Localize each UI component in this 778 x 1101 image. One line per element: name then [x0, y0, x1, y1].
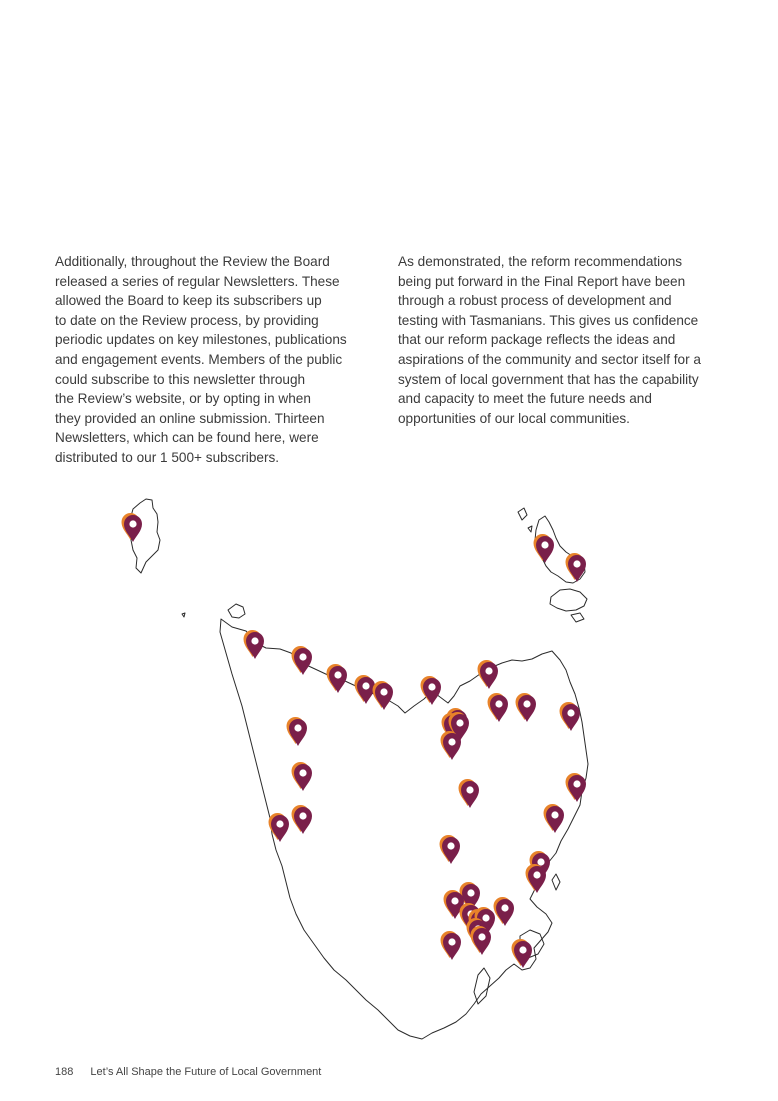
map-pin-icon	[526, 864, 547, 893]
map-pin-icon	[560, 702, 581, 731]
page-number: 188	[55, 1066, 74, 1078]
northwest-island-outline	[228, 604, 245, 618]
tasmania-engagement-map	[0, 470, 778, 1060]
right-text-column	[398, 252, 728, 428]
left-text-line: the Review’s website, or by opting in when	[55, 391, 311, 407]
map-pin-icon	[292, 762, 313, 791]
left-text-line: Additionally, throughout the Review the Board	[55, 254, 330, 269]
right-text-line: system of local government that has the capability	[398, 371, 699, 387]
map-pin-icon	[534, 534, 555, 563]
right-text-line: aspirations of the community and sector itself for a	[398, 351, 701, 367]
map-pin-icon	[373, 681, 394, 710]
small-island	[182, 613, 185, 617]
map-pin-icon	[478, 660, 499, 689]
map-pin-icon	[441, 931, 462, 960]
map-pin-icon	[292, 805, 313, 834]
map-pin-icon	[566, 773, 587, 802]
right-text-line: As demonstrated, the reform recommendations	[398, 254, 683, 269]
page-footer	[55, 1066, 321, 1078]
map-pin-icon	[471, 926, 492, 955]
left-text-line: periodic updates on key milestones, publications	[55, 332, 347, 348]
cape-barren-island-outline	[550, 589, 587, 611]
flinders-island-detail	[518, 508, 527, 520]
publication-title: Let’s All Shape the Future of Local Government	[90, 1066, 322, 1078]
map-pin-icon	[516, 693, 537, 722]
map-pin-icon	[494, 897, 515, 926]
map-pin-icon	[512, 939, 533, 968]
map-pin-icon	[287, 717, 308, 746]
right-text-line: through a robust process of development and	[398, 293, 672, 309]
map-pin-icon	[327, 664, 348, 693]
bruny-island-outline	[474, 968, 490, 1004]
left-text-line: allowed the Board to keep its subscribers up	[55, 293, 322, 309]
left-text-line: released a series of regular Newsletters. These	[55, 273, 340, 289]
left-text-line: to date on the Review process, by providing	[55, 312, 319, 328]
right-text-line: opportunities of our local communities.	[398, 410, 630, 426]
left-text-line: distributed to our 1 500+ subscribers.	[55, 449, 280, 465]
left-text-column	[55, 252, 377, 468]
flinders-island-detail	[528, 526, 532, 532]
left-text-line: and engagement events. Members of the public	[55, 351, 343, 367]
maria-island-outline	[552, 874, 560, 890]
map-pin-icon	[566, 553, 587, 582]
right-text-line: testing with Tasmanians. This gives us confidence	[398, 312, 699, 328]
map-pin-icon	[488, 693, 509, 722]
left-text-line: could subscribe to this newsletter through	[55, 371, 306, 387]
right-text-line: and capacity to meet the future needs and	[398, 391, 652, 407]
map-pin-icon	[292, 646, 313, 675]
map-pin-icon	[459, 779, 480, 808]
clarke-island-outline	[571, 613, 584, 622]
map-pin-icon	[122, 513, 143, 542]
left-text-line: Newsletters, which can be found here, were	[55, 430, 319, 446]
map-pin-icon	[544, 804, 565, 833]
map-pin-icon	[269, 813, 290, 842]
map-pin-icon	[421, 676, 442, 705]
map-pin-icon	[441, 731, 462, 760]
map-pin-icon	[355, 675, 376, 704]
map-pin-icon	[440, 835, 461, 864]
right-text-line: being put forward in the Final Report have been	[398, 273, 686, 289]
right-text-line: that our reform package reflects the ideas and	[398, 332, 676, 348]
left-text-line: they provided an online submission. Thirteen	[55, 410, 325, 426]
map-pin-icon	[244, 630, 265, 659]
